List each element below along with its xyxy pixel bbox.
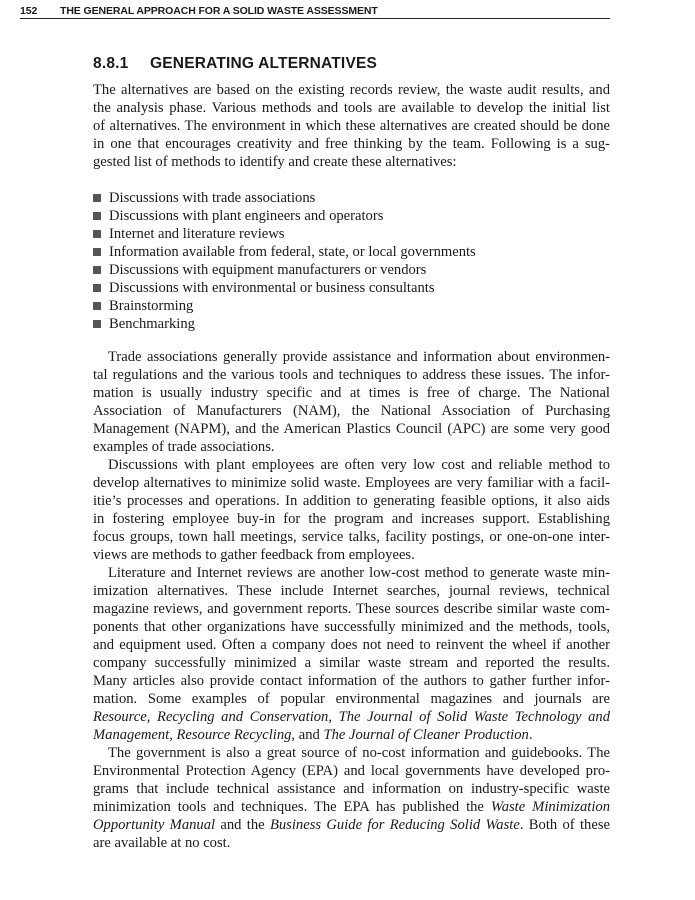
text-line: the analysis phase. Various methods and tools are available to develop the initial list xyxy=(93,100,610,116)
text-line: company successfully minimized a similar waste stream and reported the results. xyxy=(93,655,610,671)
list-item xyxy=(93,207,610,225)
section-title: GENERATING ALTERNATIVES xyxy=(150,55,378,72)
list-item-text: Internet and literature reviews xyxy=(109,226,285,242)
section-heading xyxy=(93,55,377,73)
text-line: Many articles also provide contact information of the authors to gather further infor- xyxy=(93,673,610,689)
text-segment: , xyxy=(328,709,339,725)
paragraph xyxy=(93,456,610,564)
text-line: Association of Manufacturers (NAM), the National Association of Purchasing xyxy=(93,403,610,419)
list-item xyxy=(93,243,610,261)
page-number: 152 xyxy=(20,5,38,17)
text-line: and equipment used. Often a company does not need to reinvent the wheel if another xyxy=(93,637,610,653)
list-item-text: Discussions with equipment manufacturers or vendors xyxy=(109,262,427,278)
text-line: itie’s processes and operations. In addition to generating feasible options, it also aids xyxy=(93,493,610,509)
italic-title: Waste Minimization xyxy=(490,799,610,815)
square-bullet-icon xyxy=(93,284,101,292)
square-bullet-icon xyxy=(93,320,101,328)
text-line xyxy=(93,726,610,744)
list-item xyxy=(93,279,610,297)
square-bullet-icon xyxy=(93,230,101,238)
intro-paragraph xyxy=(93,81,610,171)
text-line: The alternatives are based on the existing records review, the waste audit results, and xyxy=(93,82,610,98)
square-bullet-icon xyxy=(93,248,101,256)
text-line: focus groups, town hall meetings, service talks, facility postings, or one-on-one inter- xyxy=(93,529,610,545)
square-bullet-icon xyxy=(93,194,101,202)
list-item-text: Information available from federal, state, or local governments xyxy=(109,244,476,260)
text-line xyxy=(93,708,610,726)
paragraph xyxy=(93,744,610,852)
text-line: Discussions with plant employees are often very low cost and reliable method to xyxy=(108,457,610,473)
list-item xyxy=(93,189,610,207)
list-item-text: Discussions with environmental or business consultants xyxy=(109,280,435,296)
text-line: tal regulations and the various tools and techniques to address these issues. The infor- xyxy=(93,367,610,383)
text-line: magazine reviews, and government reports. These sources describe similar waste com- xyxy=(93,601,610,617)
list-item xyxy=(93,315,610,333)
list-item-text: Discussions with trade associations xyxy=(109,190,316,206)
body-paragraphs xyxy=(93,348,610,852)
square-bullet-icon xyxy=(93,302,101,310)
text-line xyxy=(93,816,610,834)
italic-title: Opportunity Manual xyxy=(93,817,216,833)
paragraph xyxy=(93,348,610,456)
text-segment: minimization tools and techniques. The EPA has published the xyxy=(93,799,491,815)
text-line: of alternatives. The environment in which these alternatives are created should be done xyxy=(93,118,610,134)
italic-title: Resource, Recycling and Conservation xyxy=(93,709,329,725)
list-item xyxy=(93,225,610,243)
text-line: in fostering employee buy-in for the program and increases support. Establishing xyxy=(93,511,610,527)
square-bullet-icon xyxy=(93,266,101,274)
section-number: 8.8.1 xyxy=(93,55,129,72)
italic-title: The Journal of Cleaner Production xyxy=(323,727,529,743)
running-head-title: THE GENERAL APPROACH FOR A SOLID WASTE ASSESSMENT xyxy=(60,5,378,17)
text-line: ponents that other organizations have successfully minimized and the methods, tools, xyxy=(93,619,610,635)
text-line: imization alternatives. These include Internet searches, journal reviews, technical xyxy=(93,583,610,599)
text-line: gested list of methods to identify and create these alternatives: xyxy=(93,154,457,170)
text-line: views are methods to gather feedback from employees. xyxy=(93,547,415,563)
square-bullet-icon xyxy=(93,212,101,220)
text-line: in one that encourages creativity and free thinking by the team. Following is a sug- xyxy=(93,136,610,152)
text-line: mation. Some examples of popular environmental magazines and journals are xyxy=(93,691,610,707)
italic-title: Management, Resource Recycling xyxy=(93,727,292,743)
list-item-text: Brainstorming xyxy=(109,298,194,314)
text-segment: . xyxy=(528,727,533,743)
text-line: mation is usually industry specific and at times is free of charge. The National xyxy=(93,385,610,401)
text-line: examples of trade associations. xyxy=(93,439,275,455)
text-line: The government is also a great source of no-cost information and guidebooks. The xyxy=(108,745,610,761)
italic-title: The Journal of Solid Waste Technology and xyxy=(338,709,611,725)
text-line: are available at no cost. xyxy=(93,835,231,851)
running-head xyxy=(20,5,610,19)
text-line xyxy=(93,798,610,816)
text-line: Management (NAPM), and the American Plastics Council (APC) are some very good xyxy=(93,421,610,437)
list-item-text: Discussions with plant engineers and operators xyxy=(109,208,384,224)
text-line: Literature and Internet reviews are another low-cost method to generate waste min- xyxy=(108,565,610,581)
text-segment: , and xyxy=(291,727,324,743)
text-line: Environmental Protection Agency (EPA) and local governments have developed pro- xyxy=(93,763,610,779)
italic-title: Business Guide for Reducing Solid Waste xyxy=(269,817,520,833)
list-item xyxy=(93,297,610,315)
text-line: grams that include technical assistance and information on industry-specific waste xyxy=(93,781,610,797)
list-item xyxy=(93,261,610,279)
methods-bullet-list xyxy=(93,189,610,333)
paragraph xyxy=(93,564,610,744)
list-item-text: Benchmarking xyxy=(109,316,195,332)
text-line: develop alternatives to minimize solid waste. Employees are very familiar with a facil- xyxy=(93,475,610,491)
text-segment: . Both of these xyxy=(519,817,610,833)
text-line: Trade associations generally provide assistance and information about environmen- xyxy=(108,349,610,365)
text-segment: and the xyxy=(215,817,270,833)
